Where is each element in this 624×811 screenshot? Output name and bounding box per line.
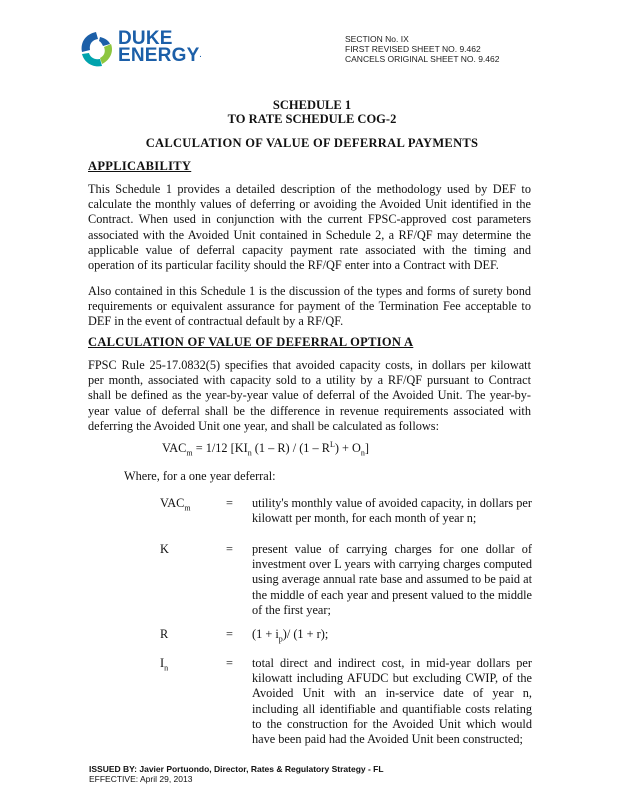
definition-row [160, 656, 532, 748]
definition-equals: = [226, 542, 233, 556]
definition-description: total direct and indirect cost, in mid-year dollars per kilowatt including AFUDC but excluding CWIP, of the Avoided Unit with an in-service date of year n, including all identifiable and quantifiable costs relating to the construction for the Avoided Unit which would have been paid had the Avoided Unit been constructed; [252, 656, 532, 747]
section-number: SECTION No. IX [345, 34, 409, 44]
schedule-title: SCHEDULE 1 [272, 98, 352, 112]
applicability-paragraph-2: Also contained in this Schedule 1 is the discussion of the types and forms of surety bond requirements or equivalent assurance for payment of the Termination Fee acceptable to DEF in the event of contractual default by a RF/QF. [88, 284, 531, 329]
option-a-paragraph: FPSC Rule 25-17.0832(5) specifies that avoided capacity costs, in dollars per kilowatt per month, associated with capacity sold to a utility by a RF/QF pursuant to Contract shall be defined as the year-by-year value of deferral of the Avoided Unit. The year-by-year value of deferral shall be the difference in revenue requirements associated with deferring the Avoided Unit one year, and shall be calculated as follows: [88, 358, 531, 433]
effective-date: EFFECTIVE: April 29, 2013 [89, 774, 193, 784]
schedule-subtitle: TO RATE SCHEDULE COG-2 [227, 112, 397, 126]
calculation-title: CALCULATION OF VALUE OF DEFERRAL PAYMENTS [145, 136, 479, 150]
definition-row [160, 496, 532, 528]
issued-by: ISSUED BY: Javier Portuondo, Director, Rates & Regulatory Strategy - FL [89, 764, 384, 774]
definition-equals: = [226, 496, 233, 510]
logo-line-1: DUKE [118, 28, 173, 49]
definition-description: utility's monthly value of avoided capacity, in dollars per kilowatt per month, for each month of year n; [252, 496, 532, 526]
definition-row [160, 542, 532, 618]
definition-equals: = [226, 656, 233, 670]
duke-energy-logo-icon [74, 28, 118, 72]
sheet-footer [89, 764, 384, 784]
where-label: Where, for a one year deferral: [124, 469, 276, 483]
sheet-header [345, 34, 499, 64]
definition-equals: = [226, 627, 233, 641]
applicability-heading: APPLICABILITY [88, 159, 192, 173]
vac-equation: $VAC_m = 1/12$ [$KI_n$ $(1 - R) / (1 - R^L) + O_n$] [162, 439, 369, 458]
logo-wordmark [118, 30, 202, 64]
applicability-paragraph-1: This Schedule 1 provides a detailed description of the methodology used by DEF to calculate the monthly values of deferring or avoiding the Avoided Unit identified in the Contract. When used in conjunction with the current FPSC-approved cost parameters associated with the Avoided Unit contained in Schedule 2, a RF/QF may determine the applicable value of deferral capacity payment rate associated with the timing and operation of its particular facility should the RF/QF enter into a Contract with DEF. [88, 182, 531, 273]
definition-term: R [160, 627, 169, 641]
revised-sheet-number: FIRST REVISED SHEET NO. 9.462 [345, 44, 481, 54]
option-a-heading: CALCULATION OF VALUE OF DEFERRAL OPTION A [88, 335, 414, 349]
logo-trademark: . [199, 52, 202, 59]
duke-energy-logo [74, 28, 204, 72]
definition-description: $(1 + i_p)/$ (1 + r); [252, 627, 329, 644]
definition-row [160, 627, 532, 643]
cancels-sheet-number: CANCELS ORIGINAL SHEET NO. 9.462 [345, 54, 500, 64]
definition-term: K [160, 542, 169, 556]
logo-line-2: ENERGY [118, 45, 200, 66]
definition-term: $I_n$ [160, 656, 169, 673]
definition-description: present value of carrying charges for one dollar of investment over L years with carrying charges computed using average annual rate base and assumed to be paid at the middle of each year and present valued to the middle of the first year; [252, 542, 532, 617]
definition-term: $VAC_m$ [160, 496, 191, 513]
